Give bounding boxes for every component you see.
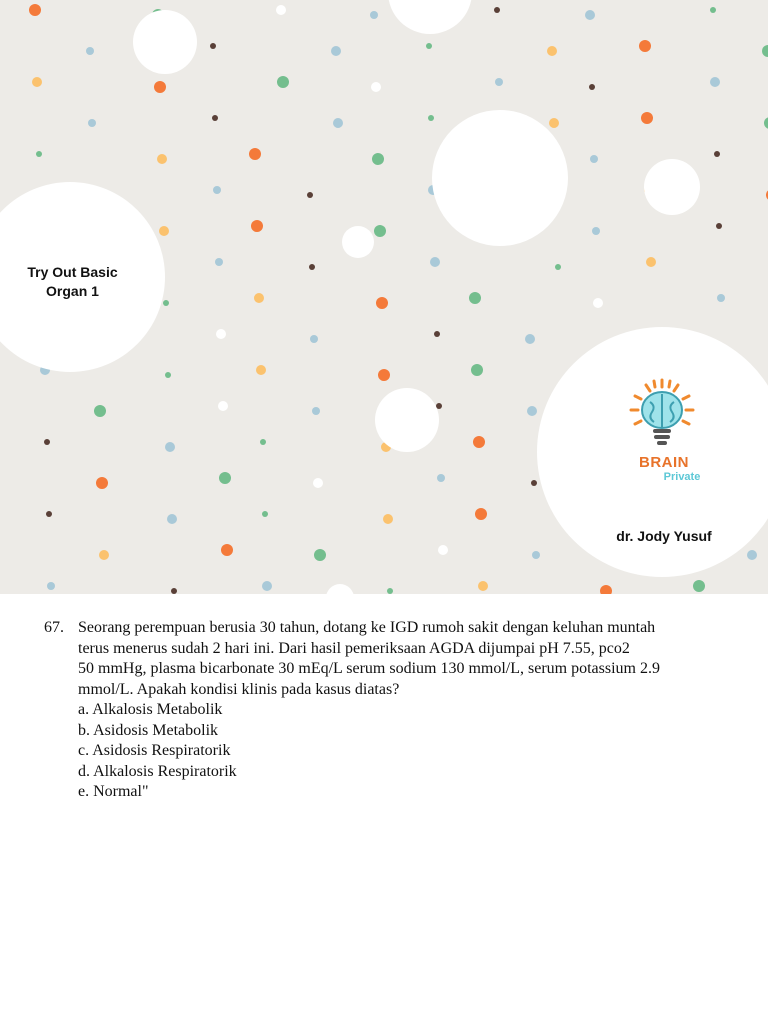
decor-dot (437, 474, 445, 482)
decor-dot (46, 511, 52, 517)
decor-dot (473, 436, 485, 448)
decor-dot (154, 81, 166, 93)
decor-dot (163, 300, 169, 306)
decor-dot (260, 439, 266, 445)
decor-dot (157, 154, 167, 164)
decor-dot (277, 76, 289, 88)
decor-dot (371, 82, 381, 92)
decor-dot (589, 84, 595, 90)
decor-dot (370, 11, 378, 19)
option-b: b. Asidosis Metabolik (78, 721, 219, 739)
decor-dot (218, 401, 228, 411)
decor-dot (313, 478, 323, 488)
decor-dot (314, 549, 326, 561)
decor-dot (693, 580, 705, 592)
decor-dot (747, 550, 757, 560)
decor-dot (762, 45, 768, 57)
decor-dot (764, 117, 768, 129)
author-name: dr. Jody Yusuf (616, 528, 712, 544)
decor-dot (555, 264, 561, 270)
decor-dot (167, 514, 177, 524)
presentation-title (0, 263, 145, 301)
decor-dot (527, 406, 537, 416)
option-e: e. Normal" (78, 783, 149, 800)
decor-dot (495, 78, 503, 86)
title-line-1: Try Out Basic (27, 264, 118, 280)
decor-dot (372, 153, 384, 165)
lightbulb-brain-icon (612, 372, 732, 457)
decor-circle (644, 159, 700, 215)
decor-dot (221, 544, 233, 556)
decor-dot (96, 477, 108, 489)
decor-dot (471, 364, 483, 376)
decor-dot (376, 297, 388, 309)
decor-dot (47, 582, 55, 590)
decor-dot (717, 294, 725, 302)
decor-dot (639, 40, 651, 52)
decor-dot (378, 369, 390, 381)
decor-dot (387, 588, 393, 594)
decor-dot (590, 155, 598, 163)
decor-dot (438, 545, 448, 555)
decor-dot (383, 514, 393, 524)
decor-circle (133, 10, 197, 74)
decor-dot (215, 258, 223, 266)
logo-word-brain: BRAIN (639, 454, 689, 471)
decor-dot (547, 46, 557, 56)
decor-dot (426, 43, 432, 49)
decor-circle (326, 584, 354, 594)
decor-dot (44, 439, 50, 445)
decor-dot (29, 4, 41, 16)
stem-line: 50 mmHg, plasma bicarbonate 30 mEq/L serum sodium 130 mmol/L, serum potassium 2.9 (78, 660, 660, 677)
decor-dot (710, 7, 716, 13)
brain-private-logo (612, 372, 732, 492)
stem-line: Seorang perempuan berusia 30 tahun, dotang ke IGD rumoh sakit dengan keluhan muntah (78, 619, 656, 636)
decor-dot (276, 5, 286, 15)
decor-dot (434, 331, 440, 337)
decor-dot (99, 550, 109, 560)
decor-dot (714, 151, 720, 157)
decor-dot (36, 151, 42, 157)
option-c: c. Asidosis Respiratorik (78, 742, 231, 759)
decor-dot (532, 551, 540, 559)
decor-dot (171, 588, 177, 594)
decor-dot (478, 581, 488, 591)
decor-dot (213, 186, 221, 194)
decor-dot (165, 442, 175, 452)
decor-circle (375, 388, 439, 452)
option-d: d. Alkalosis Respiratorik (78, 762, 237, 780)
decor-dot (600, 585, 612, 594)
decor-dot (256, 365, 266, 375)
decor-dot (32, 77, 42, 87)
logo-word-private: Private (663, 471, 701, 483)
decor-dot (94, 405, 106, 417)
decor-dot (716, 223, 722, 229)
decor-dot (310, 335, 318, 343)
stem-line: terus menerus sudah 2 hari ini. Dari hasil pemeriksaan AGDA dijumpai pH 7.55, pco2 (78, 639, 630, 657)
decor-circle (388, 0, 472, 34)
decor-dot (436, 403, 442, 409)
decor-dot (88, 119, 96, 127)
decor-dot (219, 472, 231, 484)
title-line-2: Organ 1 (46, 283, 99, 299)
decor-dot (159, 226, 169, 236)
decor-dot (333, 118, 343, 128)
decor-dot (374, 225, 386, 237)
decor-dot (531, 480, 537, 486)
decor-dot (254, 293, 264, 303)
stem-line: mmol/L. Apakah kondisi klinis pada kasus diatas? (78, 680, 400, 698)
decor-dot (249, 148, 261, 160)
decor-dot (262, 581, 272, 591)
decor-dot (428, 115, 434, 121)
decor-dot (710, 77, 720, 87)
decor-dot (525, 334, 535, 344)
question-number: 67. (44, 619, 64, 636)
decor-dot (331, 46, 341, 56)
decor-dot (165, 372, 171, 378)
decor-dot (646, 257, 656, 267)
decor-dot (475, 508, 487, 520)
decor-dot (251, 220, 263, 232)
decor-dot (309, 264, 315, 270)
decor-dot (210, 43, 216, 49)
decor-dot (307, 192, 313, 198)
decor-circle (342, 226, 374, 258)
decor-dot (549, 118, 559, 128)
decor-dot (593, 298, 603, 308)
decor-dot (641, 112, 653, 124)
decor-dot (585, 10, 595, 20)
decor-dot (86, 47, 94, 55)
decor-dot (592, 227, 600, 235)
decor-dot (494, 7, 500, 13)
decor-dot (212, 115, 218, 121)
decor-dot (216, 329, 226, 339)
decor-dot (430, 257, 440, 267)
decor-dot (262, 511, 268, 517)
decor-dot (312, 407, 320, 415)
decor-dot (469, 292, 481, 304)
question-stem (78, 618, 734, 700)
question-67 (44, 618, 734, 803)
decor-circle (432, 110, 568, 246)
option-a: a. Alkalosis Metabolik (78, 701, 223, 718)
